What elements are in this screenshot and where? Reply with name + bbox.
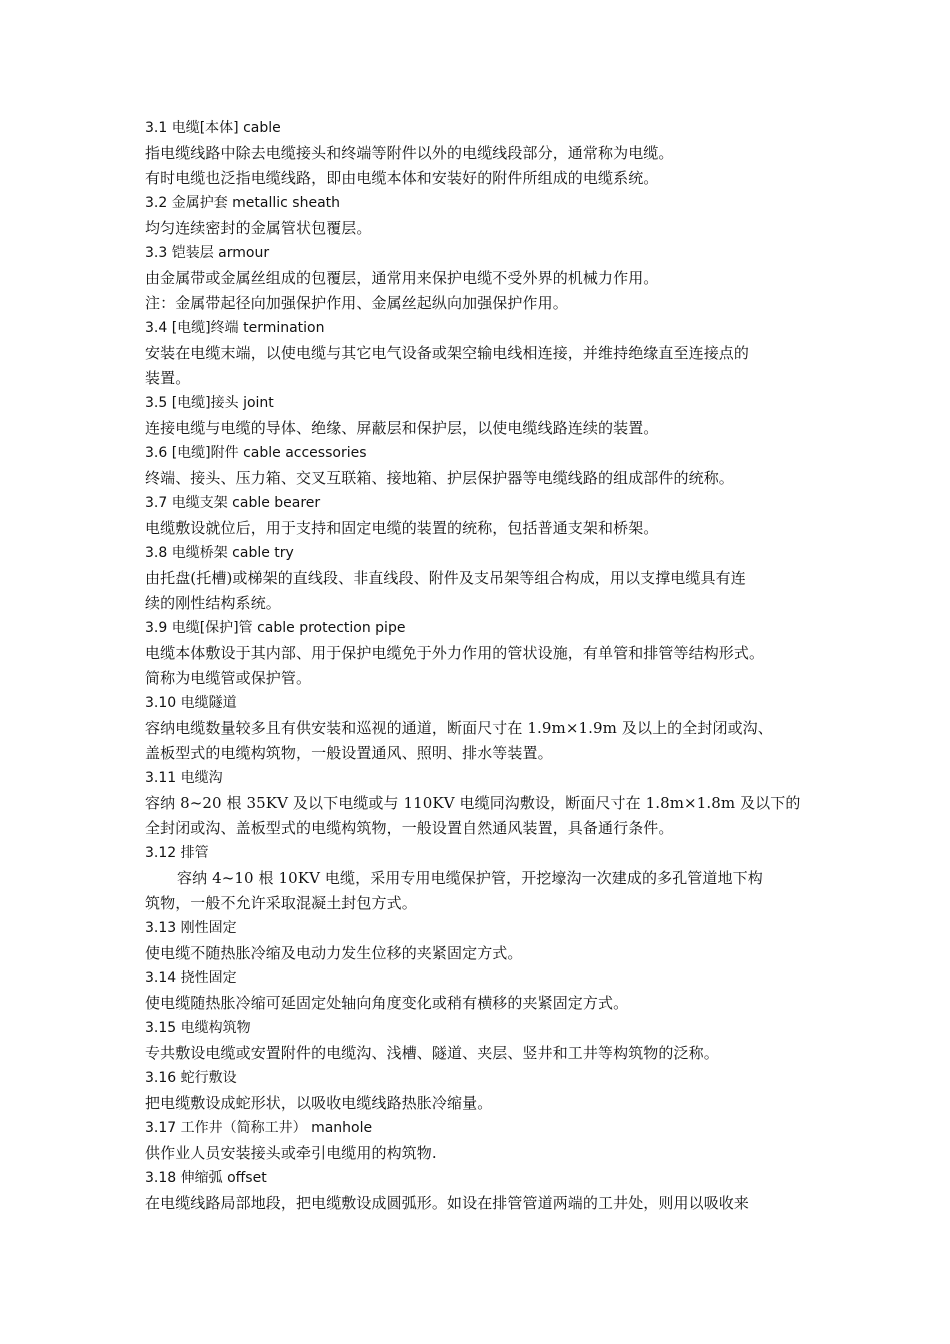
section-heading: 3.1 电缆[本体] cable <box>145 120 281 136</box>
section-heading: 3.4 [电缆]终端 termination <box>145 320 325 336</box>
paragraph-line: 筑物，一般不允许采取混凝土封包方式。 <box>145 894 417 912</box>
paragraph-line: 装置。 <box>145 369 191 387</box>
section-heading: 3.6 [电缆]附件 cable accessories <box>145 445 367 461</box>
section-heading: 3.13 刚性固定 <box>145 920 237 936</box>
section-heading: 3.10 电缆隧道 <box>145 695 237 711</box>
section-heading: 3.3 铠装层 armour <box>145 245 270 261</box>
paragraph-line: 专共敷设电缆或安置附件的电缆沟、浅槽、隧道、夹层、竖井和工井等构筑物的泛称。 <box>145 1044 719 1062</box>
paragraph-line: 由托盘(托槽)或梯架的直线段、非直线段、附件及支吊架等组合构成，用以支撑电缆具有连 <box>145 569 746 587</box>
paragraph-line: 均匀连续密封的金属管状包覆层。 <box>145 219 372 237</box>
paragraph-line: 指电缆线路中除去电缆接头和终端等附件以外的电缆线段部分，通常称为电缆。 <box>145 144 674 162</box>
paragraph-line: 终端、接头、压力箱、交叉互联箱、接地箱、护层保护器等电缆线路的组成部件的统称。 <box>145 469 734 487</box>
section-heading: 3.2 金属护套 metallic sheath <box>145 195 341 211</box>
section-heading: 3.16 蛇行敷设 <box>145 1070 237 1086</box>
paragraph-line: 有时电缆也泛指电缆线路，即由电缆本体和安装好的附件所组成的电缆系统。 <box>145 169 659 187</box>
paragraph-line: 在电缆线路局部地段，把电缆敷设成圆弧形。如设在排管管道两端的工井处，则用以吸收来 <box>145 1194 750 1212</box>
paragraph-line: 全封闭或沟、盖板型式的电缆构筑物，一般设置自然通风装置，具备通行条件。 <box>145 819 674 837</box>
paragraph-line: 供作业人员安装接头或牵引电缆用的构筑物. <box>145 1144 437 1162</box>
section-heading: 3.8 电缆桥架 cable try <box>145 545 294 561</box>
section-heading: 3.7 电缆支架 cable bearer <box>145 495 321 511</box>
section-heading: 3.12 排管 <box>145 845 209 861</box>
paragraph-line: 使电缆随热胀冷缩可延固定处轴向角度变化或稍有横移的夹紧固定方式。 <box>145 994 629 1012</box>
paragraph-line: 使电缆不随热胀冷缩及电动力发生位移的夹紧固定方式。 <box>145 944 523 962</box>
document-body <box>145 116 813 1216</box>
section-heading: 3.11 电缆沟 <box>145 770 223 786</box>
section-heading: 3.14 挠性固定 <box>145 970 237 986</box>
paragraph-line: 容纳电缆数量较多且有供安装和巡视的通道，断面尺寸在 1.9m×1.9m 及以上的全封闭或沟、 <box>145 719 773 737</box>
paragraph-line: 容纳 8~20 根 35KV 及以下电缆或与 110KV 电缆同沟敷设，断面尺寸在 1.8m×1.8m 及以下的 <box>145 794 801 812</box>
paragraph-line: 容纳 4~10 根 10KV 电缆，采用专用电缆保护管，开挖壕沟一次建成的多孔管道地下构 <box>177 869 763 887</box>
paragraph-line: 简称为电缆管或保护管。 <box>145 669 312 687</box>
section-heading: 3.17 工作井（简称工井） manhole <box>145 1120 373 1136</box>
paragraph-line: 把电缆敷设成蛇形状，以吸收电缆线路热胀冷缩量。 <box>145 1094 493 1112</box>
paragraph-line: 电缆敷设就位后，用于支持和固定电缆的装置的统称，包括普通支架和桥架。 <box>145 519 659 537</box>
paragraph-line: 注：金属带起径向加强保护作用、金属丝起纵向加强保护作用。 <box>145 294 568 312</box>
paragraph-line: 安装在电缆末端，以使电缆与其它电气设备或架空输电线相连接，并维持绝缘直至连接点的 <box>145 344 750 362</box>
paragraph-line: 电缆本体敷设于其内部、用于保护电缆免于外力作用的管状设施，有单管和排管等结构形式。 <box>145 644 765 662</box>
paragraph-line: 连接电缆与电缆的导体、绝缘、屏蔽层和保护层，以使电缆线路连续的装置。 <box>145 419 659 437</box>
section-heading: 3.9 电缆[保护]管 cable protection pipe <box>145 620 406 636</box>
paragraph-line: 由金属带或金属丝组成的包覆层，通常用来保护电缆不受外界的机械力作用。 <box>145 269 659 287</box>
section-heading: 3.5 [电缆]接头 joint <box>145 395 274 411</box>
section-heading: 3.18 伸缩弧 offset <box>145 1170 267 1186</box>
paragraph-line: 续的刚性结构系统。 <box>145 594 281 612</box>
paragraph-line: 盖板型式的电缆构筑物，一般设置通风、照明、排水等装置。 <box>145 744 553 762</box>
section-heading: 3.15 电缆构筑物 <box>145 1020 251 1036</box>
